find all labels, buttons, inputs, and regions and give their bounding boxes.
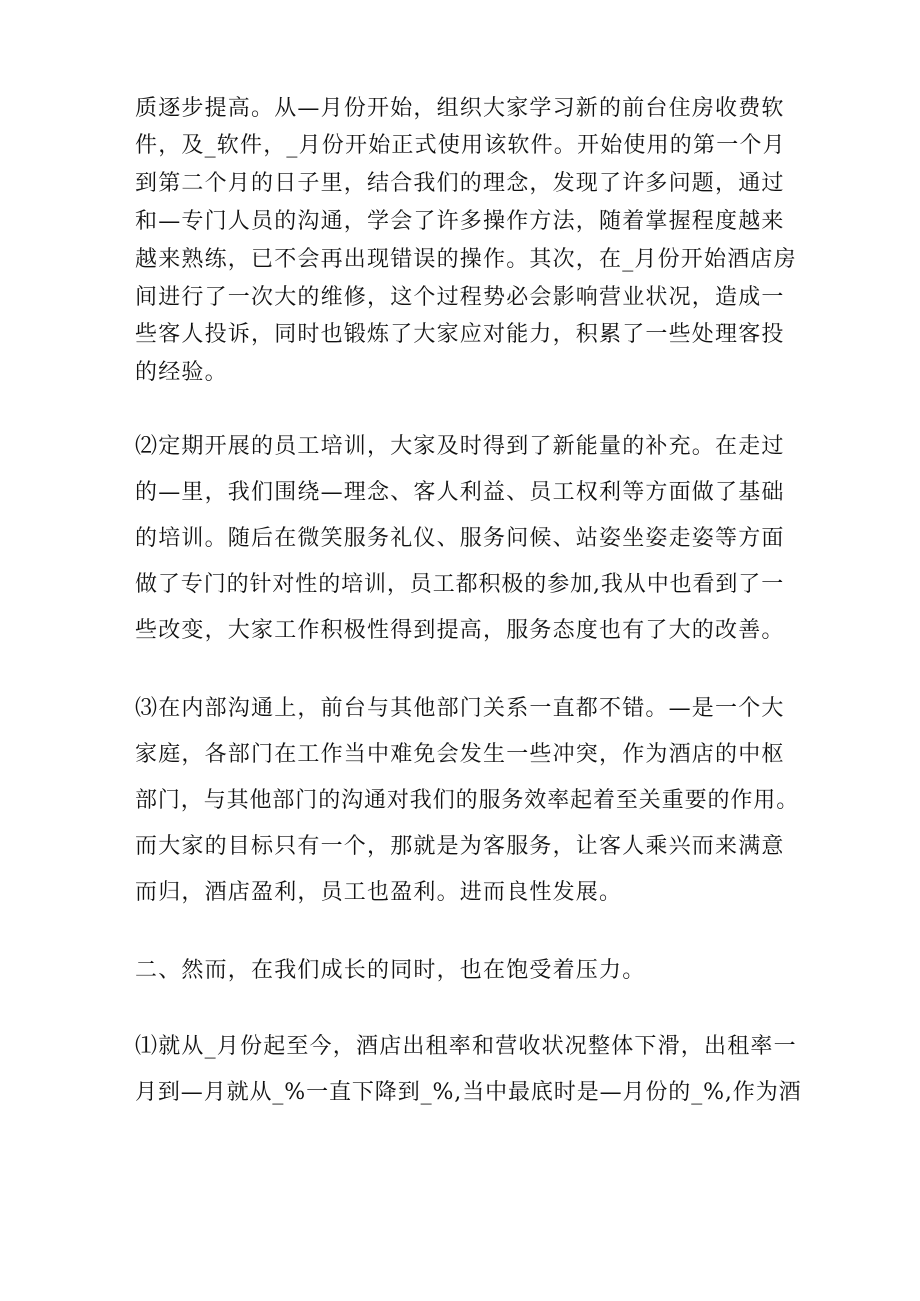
section-heading: 二、然而，在我们成长的同时，也在饱受着压力。 — [135, 958, 646, 983]
paragraph-1-line-6: 间进行了一次大的维修，这个过程势必会影响营业状况，造成一 — [135, 285, 785, 310]
paragraph-3-line-5: 而归，酒店盈利，员工也盈利。进而良性发展。 — [135, 880, 623, 905]
paragraph-1-line-1: 质逐步提高。从—月份开始，组织大家学习新的前台住房收费软 — [135, 96, 785, 121]
paragraph-2-line-2: 的—里，我们围绕—理念、客人利益、员工权利等方面做了基础 — [135, 480, 785, 505]
paragraph-1-line-8: 的经验。 — [135, 360, 228, 385]
paragraph-2-line-5: 些改变，大家工作积极性得到提高，服务态度也有了大的改善。 — [135, 618, 785, 643]
paragraph-3-line-4: 而大家的目标只有一个，那就是为客服务，让客人乘兴而来满意 — [135, 834, 785, 859]
paragraph-1-line-5: 越来熟练，已不会再出现错误的操作。其次，在_月份开始酒店房 — [135, 247, 797, 272]
paragraph-5-line-2: 月到—月就从_%一直下降到_%,当中最底时是—月份的_%,作为酒 — [135, 1080, 802, 1105]
paragraph-2-line-4: 做了专门的针对性的培训，员工都积极的参加,我从中也看到了一 — [135, 572, 785, 597]
paragraph-1-line-2: 件，及_软件，_月份开始正式使用该软件。开始使用的第一个月 — [135, 133, 786, 158]
paragraph-3-line-3: 部门，与其他部门的沟通对我们的服务效率起着至关重要的作用。 — [135, 788, 800, 813]
paragraph-3-line-1: ⑶在内部沟通上，前台与其他部门关系一直都不错。—是一个大 — [135, 696, 785, 721]
paragraph-2-line-3: 的培训。随后在微笑服务礼仪、服务问候、站姿坐姿走姿等方面 — [135, 526, 785, 551]
paragraph-1-line-7: 些客人投诉，同时也锻炼了大家应对能力，积累了一些处理客投 — [135, 322, 785, 347]
paragraph-2-line-1: ⑵定期开展的员工培训，大家及时得到了新能量的补充。在走过 — [135, 434, 785, 459]
paragraph-5-line-1: ⑴就从_月份起至今，酒店出租率和营收状况整体下滑，出租率一 — [135, 1034, 797, 1059]
paragraph-1-line-4: 和—专门人员的沟通，学会了许多操作方法，随着掌握程度越来 — [135, 209, 785, 234]
paragraph-3-line-2: 家庭，各部门在工作当中难免会发生一些冲突，作为酒店的中枢 — [135, 742, 785, 767]
paragraph-1-line-3: 到第二个月的日子里，结合我们的理念，发现了许多问题，通过 — [135, 171, 785, 196]
